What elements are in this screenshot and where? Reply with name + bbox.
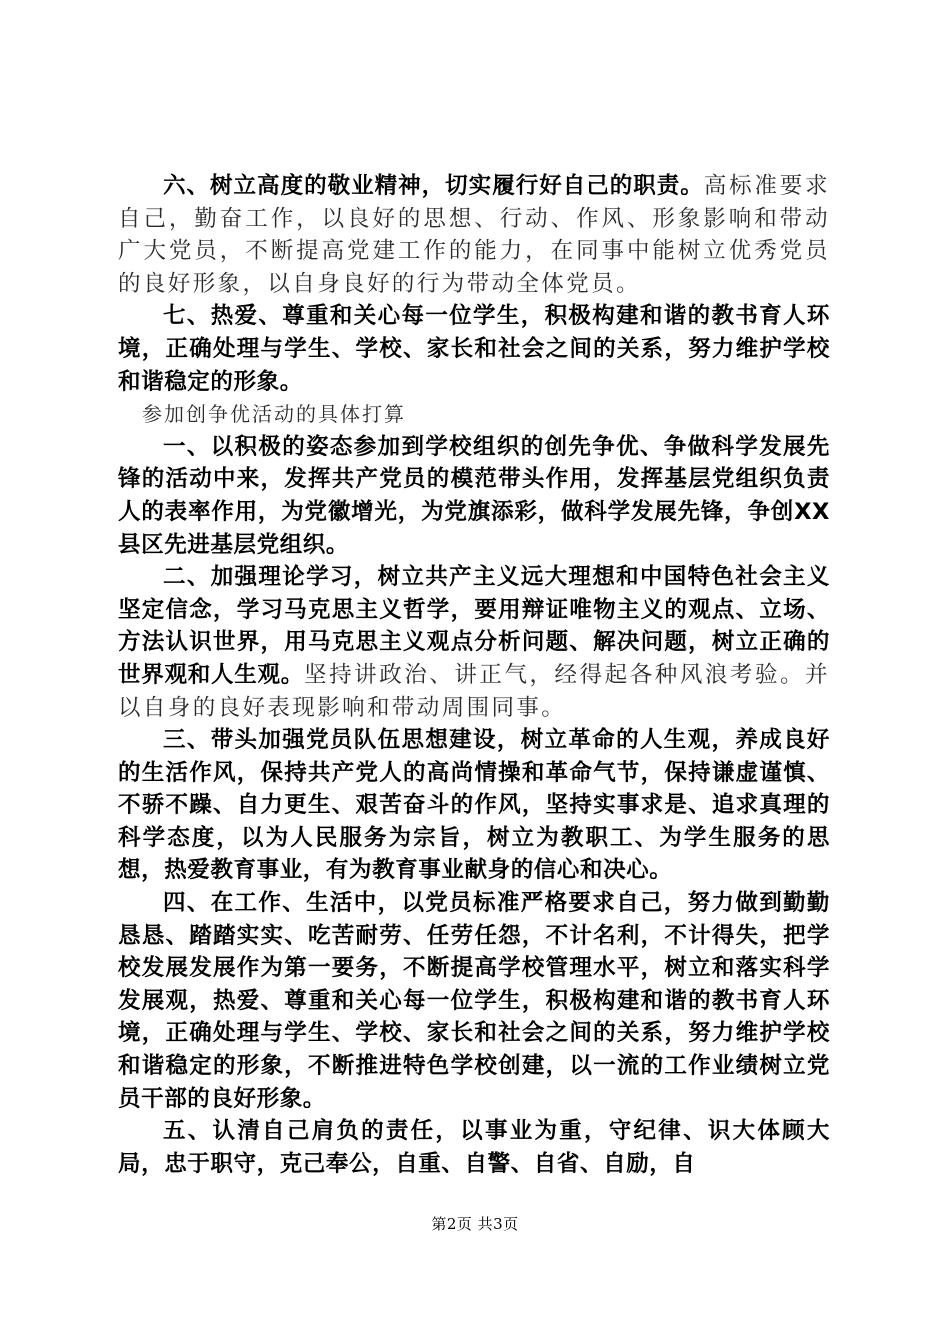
paragraph-2 (118, 561, 830, 724)
paragraph-5-lead: 五、认清自己肩负的责任，以事业为重，守纪律、识大体顾大局，忠于职守，克己奉公，自重、自警、自省、自励，自 (118, 1118, 830, 1177)
paragraph-4 (118, 887, 830, 1115)
paragraph-6 (118, 170, 830, 300)
document-body (118, 170, 830, 1180)
paragraph-6-detail: 高标准要求自己，勤奋工作，以良好的思想、行动、作风、形象影响和带动广大党员，不断提高党建工作的能力，在同事中能树立优秀党员的良好形象，以自身良好的行为带动全体党员。 (118, 173, 830, 297)
section-heading: 参加创争优活动的具体打算 (142, 402, 406, 427)
paragraph-7-lead: 七、热爱、尊重和关心每一位学生，积极构建和谐的教书育人环境，正确处理与学生、学校、家长和社会之间的关系，努力维护学校和谐稳定的形象。 (118, 303, 830, 395)
paragraph-3 (118, 724, 830, 887)
paragraph-2-lead: 二、加强理论学习，树立共产主义远大理想和中国特色社会主义坚定信念，学习马克思主义哲学，要用辩证唯物主义的观点、立场、方法认识世界，用马克思主义观点分析问题、解决问题，树立正确的世界观和人生观。 (118, 564, 830, 688)
paragraph-1 (118, 431, 830, 561)
paragraph-3-lead: 三、带头加强党员队伍思想建设，树立革命的人生观，养成良好的生活作风，保持共产党人的高尚情操和革命气节，保持谦虚谨慎、不骄不躁、自力更生、艰苦奋斗的作风，坚持实事求是、追求真理的科学态度，以为人民服务为宗旨，树立为教职工、为学生服务的思想，热爱教育事业，有为教育事业献身的信心和决心。 (118, 727, 830, 884)
paragraph-5 (118, 1115, 830, 1180)
paragraph-6-lead: 六、树立高度的敬业精神，切实履行好自己的职责。 (163, 173, 704, 199)
paragraph-1-lead: 一、以积极的姿态参加到学校组织的创先争优、争做科学发展先锋的活动中来，发挥共产党员的模范带头作用，发挥基层党组织负责人的表率作用，为党徽增光，为党旗添彩，做科学发展先锋，争创XX县区先进基层党组织。 (118, 433, 830, 558)
paragraph-4-lead: 四、在工作、生活中，以党员标准严格要求自己，努力做到勤勤恳恳、踏踏实实、吃苦耐劳、任劳任怨，不计名利，不计得失，把学校发展发展作为第一要务，不断提高学校管理水平，树立和落实科学发展观，热爱、尊重和关心每一位学生，积极构建和谐的教书育人环境，正确处理与学生、学校、家长和社会之间的关系，努力维护学校和谐稳定的形象，不断推进特色学校创建，以一流的工作业绩树立党员干部的良好形象。 (118, 890, 830, 1112)
page-number-footer: 第2页 共3页 (431, 1215, 519, 1233)
paragraph-7 (118, 300, 830, 398)
paragraph-2-detail: 坚持讲政治、讲正气，经得起各种风浪考验。并以自身的良好表现影响和带动周围同事。 (118, 661, 830, 721)
